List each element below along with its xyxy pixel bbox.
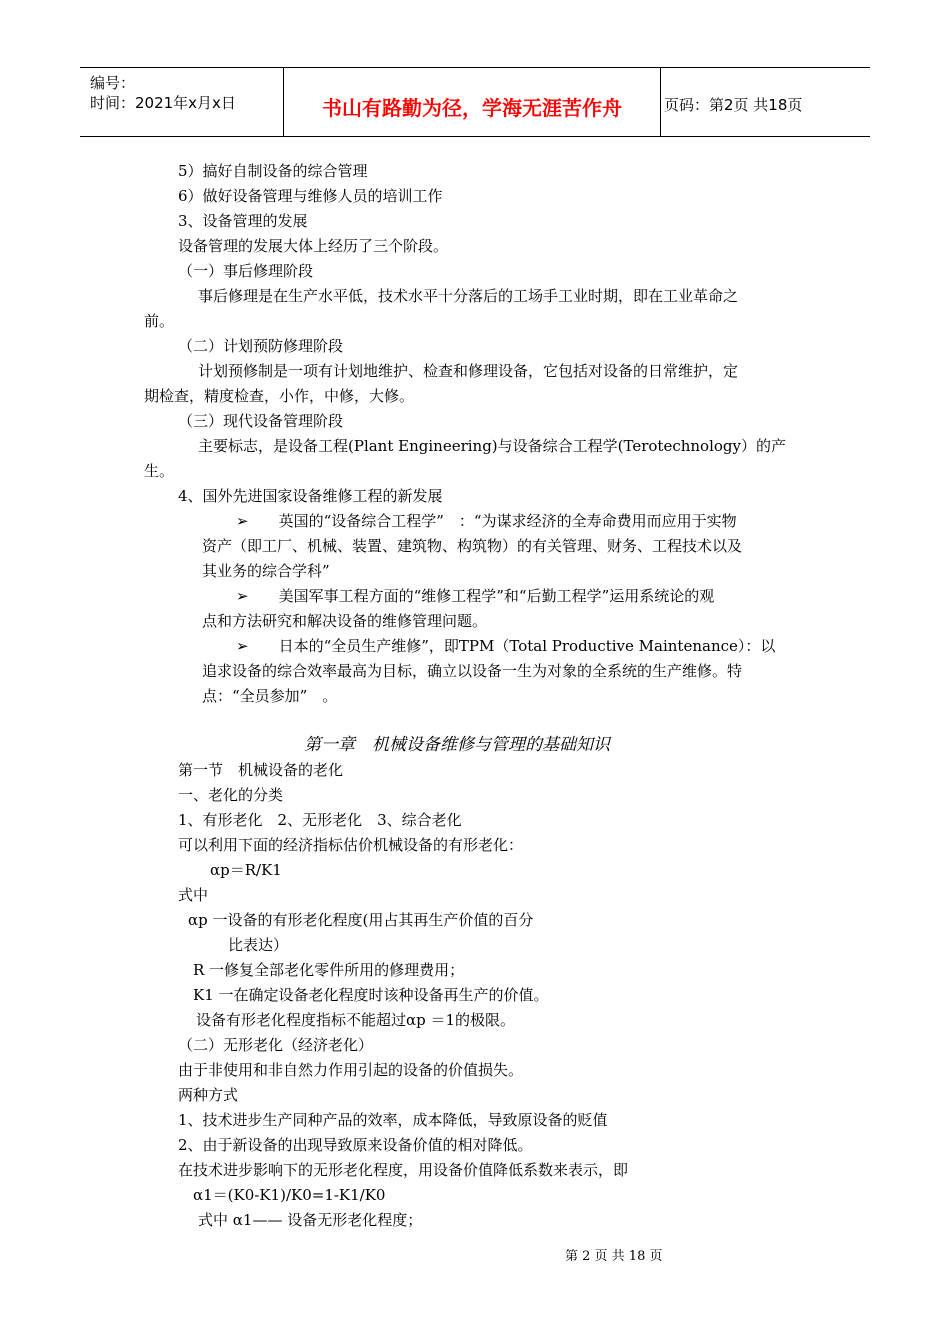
text-line: 设备有形老化程度指标不能超过αp ＝1的极限。: [196, 1011, 516, 1029]
bullet-line: 资产（即工厂、机械、装置、建筑物、构筑物）的有关管理、财务、工程技术以及: [202, 537, 743, 555]
text-line: 1、有形老化 2、无形老化 3、综合老化: [178, 811, 462, 829]
bullet-line: ➢ 英国的“设备综合工程学” ：“为谋求经济的全寿命费用而应用于实物: [236, 512, 737, 530]
subsection-heading: （一）事后修理阶段: [178, 262, 314, 280]
paragraph-line: 主要标志，是设备工程(Plant Engineering)与设备综合工程学(Terotechnology）的产: [198, 437, 786, 455]
definition-line: αp 一设备的有形老化程度(用占其再生产价值的百分: [188, 911, 534, 929]
page-header: [80, 67, 870, 137]
section-title: 第一节 机械设备的老化: [178, 761, 344, 779]
bullet-line: 其业务的综合学科”: [202, 562, 330, 580]
header-motto-cell: [284, 68, 661, 136]
text-line: 由于非使用和非自然力作用引起的设备的价值损失。: [178, 1061, 524, 1079]
text-line: 6）做好设备管理与维修人员的培训工作: [178, 187, 443, 205]
text-line: 在技术进步影响下的无形老化程度，用设备价值降低系数来表示，即: [178, 1161, 629, 1179]
paragraph-line: 生。: [144, 462, 175, 480]
header-info-cell: [80, 68, 284, 136]
text-line: 5）搞好自制设备的综合管理: [178, 162, 368, 180]
definition-line: R 一修复全部老化零件所用的修理费用；: [193, 961, 465, 979]
text-line: 2、由于新设备的出现导致原来设备价值的相对降低。: [178, 1136, 533, 1154]
subsection-heading: （二）计划预防修理阶段: [178, 337, 344, 355]
formula: α1＝(K0-K1)/K0=1-K1/K0: [193, 1186, 386, 1204]
definition-line: 比表达）: [228, 936, 289, 954]
text-line: 式中: [178, 886, 209, 904]
bullet-line: ➢ 美国军事工程方面的“维修工程学”和“后勤工程学”运用系统论的观: [236, 587, 715, 605]
subsection-heading: 一、老化的分类: [178, 786, 284, 804]
definition-line: 式中 α1—— 设备无形老化程度；: [198, 1211, 423, 1229]
bullet-line: 追求设备的综合效率最高为目标，确立以设备一生为对象的全系统的生产维修。特: [202, 662, 743, 680]
subsection-heading: （三）现代设备管理阶段: [178, 412, 344, 430]
page-footer: 第 2 页 共 18 页: [565, 1249, 663, 1264]
text-line: 两种方式: [178, 1086, 239, 1104]
bullet-line: 点和方法研究和解决设备的维修管理问题。: [202, 612, 488, 630]
bullet-line: 点：“全员参加” 。: [202, 687, 338, 705]
number-label: 编号：: [90, 74, 136, 92]
page-number-label: 页码：第2页 共18页: [664, 96, 803, 114]
formula: αp＝R/K1: [210, 861, 282, 879]
paragraph-line: 前。: [144, 312, 175, 330]
paragraph-line: 事后修理是在生产水平低，技术水平十分落后的工场手工业时期，即在工业革命之: [198, 287, 739, 305]
subsection-heading: （二）无形老化（经济老化）: [178, 1036, 374, 1054]
text-line: 设备管理的发展大体上经历了三个阶段。: [178, 237, 449, 255]
section-heading: 3、设备管理的发展: [178, 212, 308, 230]
text-line: 可以利用下面的经济指标估价机械设备的有形老化：: [178, 836, 524, 854]
paragraph-line: 计划预修制是一项有计划地维护、检查和修理设备，它包括对设备的日常维护，定: [198, 362, 739, 380]
chapter-title: 第一章 机械设备维修与管理的基础知识: [304, 735, 610, 755]
section-heading: 4、国外先进国家设备维修工程的新发展: [178, 487, 443, 505]
definition-line: K1 一在确定设备老化程度时该种设备再生产的价值。: [193, 986, 549, 1004]
bullet-line: ➢ 日本的“全员生产维修”，即TPM（Total Productive Maintenance）：以: [236, 637, 776, 655]
time-label: 时间：2021年x月x日: [90, 94, 236, 112]
motto: 书山有路勤为径，学海无涯苦作舟: [322, 96, 622, 120]
paragraph-line: 期检查，精度检查，小作，中修，大修。: [144, 387, 415, 405]
text-line: 1、技术进步生产同种产品的效率，成本降低，导致原设备的贬值: [178, 1111, 608, 1129]
header-page-cell: [661, 68, 870, 136]
